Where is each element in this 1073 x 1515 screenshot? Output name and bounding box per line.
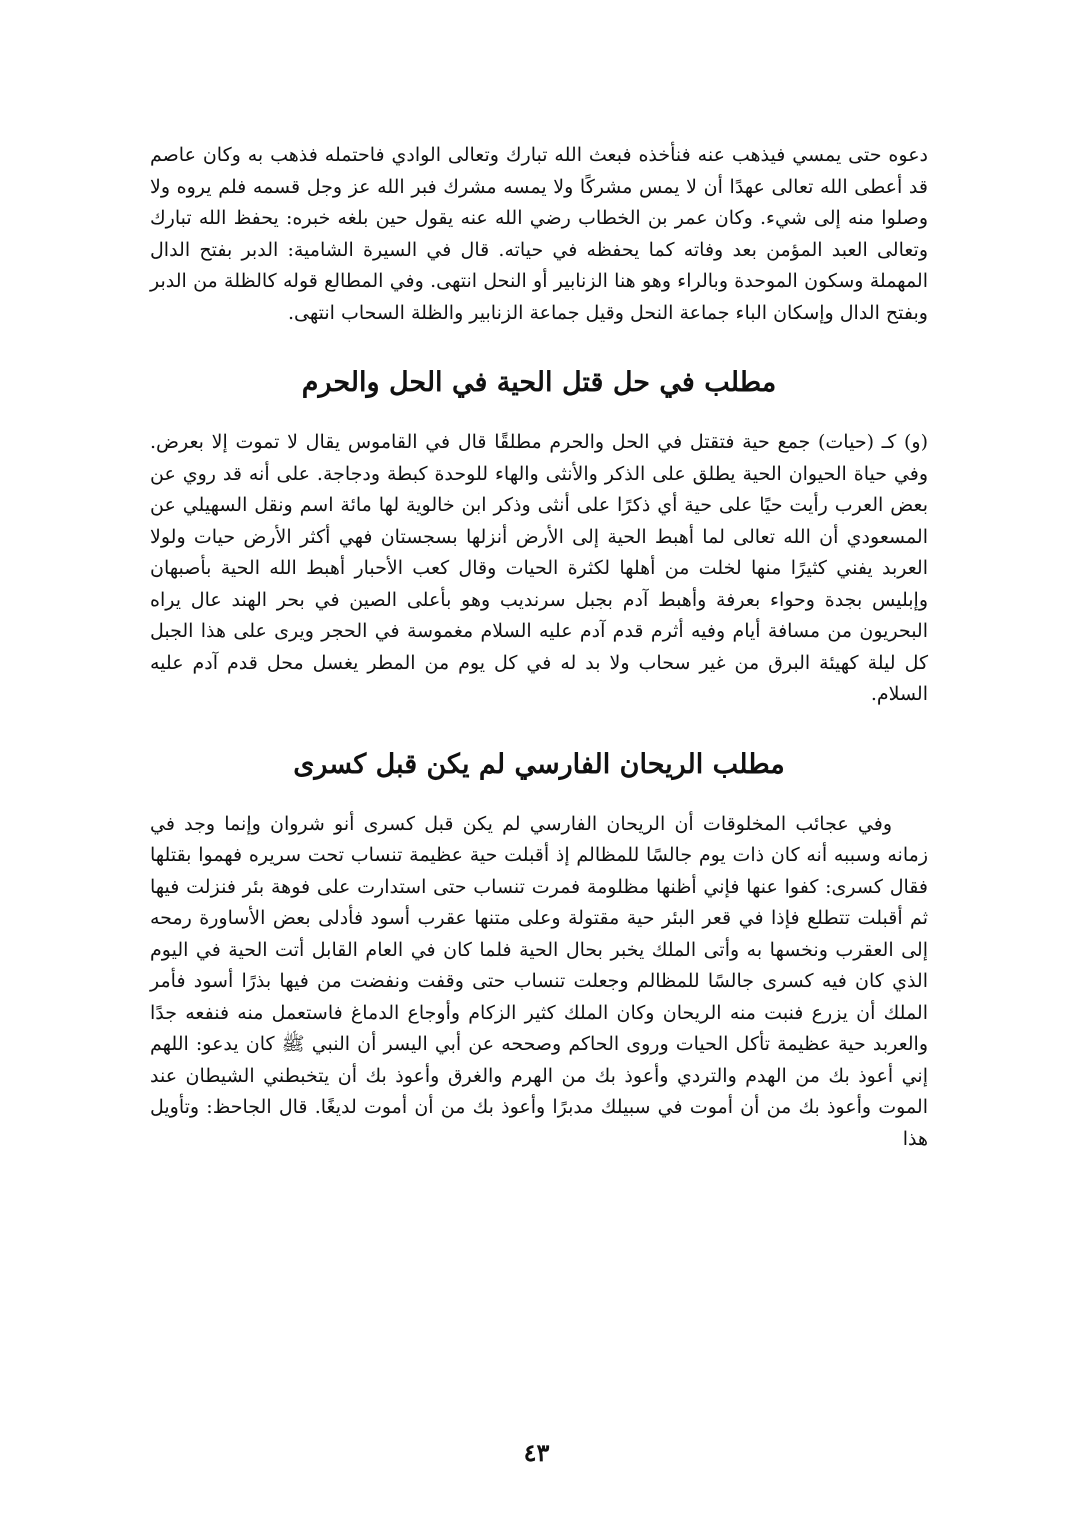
paragraph-snakes: (و) كـ (حيات) جمع حية فتقتل في الحل والحرم مطلقًا قال في القاموس يقال لا تموت إلا بعرض. وفي حياة الحيوان الحية يطلق على الذكر والأنثى والهاء للوحدة كبطة ودجاجة. على أنه قد روي عن بعض العرب رأيت حيًا على حية أي ذكرًا على أنثى وذكر ابن خالوية لها مائة اسم ونقل السهيلي عن المسعودي أن الله تعالى لما أهبط الحية إلى الأرض أنزلها بسجستان فهي أكثر الأرض حيات ولولا العربد يفني كثيرًا منها لخلت من أهلها لكثرة الحيات وقال كعب الأحبار أهبط الله الحية بأصبهان وإبليس بجدة وحواء بعرفة وأهبط آدم بجبل سرنديب وهو بأعلى الصين في بحر الهند عال يراه البحريون من مسافة أيام وفيه أثرم قدم آدم عليه السلام مغموسة في الحجر ويرى على هذا الجبل كل ليلة كهيئة البرق من غير سحاب ولا بد له في كل يوم من المطر يغسل محل قدم آدم عليه السلام. [150,431,928,705]
paragraph-camel-ambush: دعوه حتى يمسي فيذهب عنه فنأخذه فبعث الله تبارك وتعالى الوادي فاحتمله فذهب به وكان عاصم قد أعطى الله تعالى عهدًا أن لا يمس مشركًا ولا يمسه مشرك فبر الله عز وجل قسمه فلم يروه ولا وصلوا منه إلى شيء. وكان عمر بن الخطاب رضي الله عنه يقول حين بلغه خبره: يحفظ الله تبارك وتعالى العبد المؤمن بعد وفاته كما يحفظه في حياته. قال في السيرة الشامية: الدبر بفتح الدال المهملة وسكون الموحدة وبالراء وهو هنا الزنابير أو النحل انتهى. وفي المطالع قوله كالظلة من الدبر وبفتح الدال وإسكان الباء جماعة النحل وقيل جماعة الزنابير والظلة السحاب انتهى. [150,144,928,324]
section-heading-persian-basil: مطلب الريحان الفارسي لم يكن قبل كسرى [293,748,785,780]
section-heading-snake-killing: مطلب في حل قتل الحية في الحل والحرم [301,367,777,398]
page-number: ٤٣ [523,1438,550,1467]
book-page [150,140,928,1155]
paragraph-persian-basil: وفي عجائب المخلوقات أن الريحان الفارسي لم يكن قبل كسرى أنو شروان وإنما وجد في زمانه وسببه أنه كان ذات يوم جالسًا للمظالم إذ أقبلت حية عظيمة تنساب تحت سريره فهموا بقتلها فقال كسرى: كفوا عنها فإني أظنها مظلومة فمرت تنساب حتى استدارت على فوهة بئر فنزلت فيها ثم أقبلت تتطلع فإذا في قعر البئر حية مقتولة وعلى متنها عقرب أسود فأدلى بعض الأساورة رمحه إلى العقرب ونخسها به وأتى الملك يخبر بحال الحية فلما كان في العام القابل أتت الحية في اليوم الذي كان فيه كسرى جالسًا للمظالم وجعلت تنساب حتى وقفت ونفضت من فيها بذرًا أسود فأمر الملك أن يزرع فنبت منه الريحان وكان الملك كثير الزكام وأوجاع الدماغ فاستعمل منه فنفعه جدًا والعربد حية عظيمة تأكل الحيات وروى الحاكم وصححه عن أبي اليسر أن النبي ﷺ كان يدعو: اللهم إني أعوذ بك من الهدم والتردي وأعوذ بك من الهرم والغرق وأعوذ بك أن يتخبطني الشيطان عند الموت وأعوذ بك من أن أموت في سبيلك مدبرًا وأعوذ بك من أن أموت لديغًا. قال الجاحظ: وتأويل هذا [150,812,928,1150]
